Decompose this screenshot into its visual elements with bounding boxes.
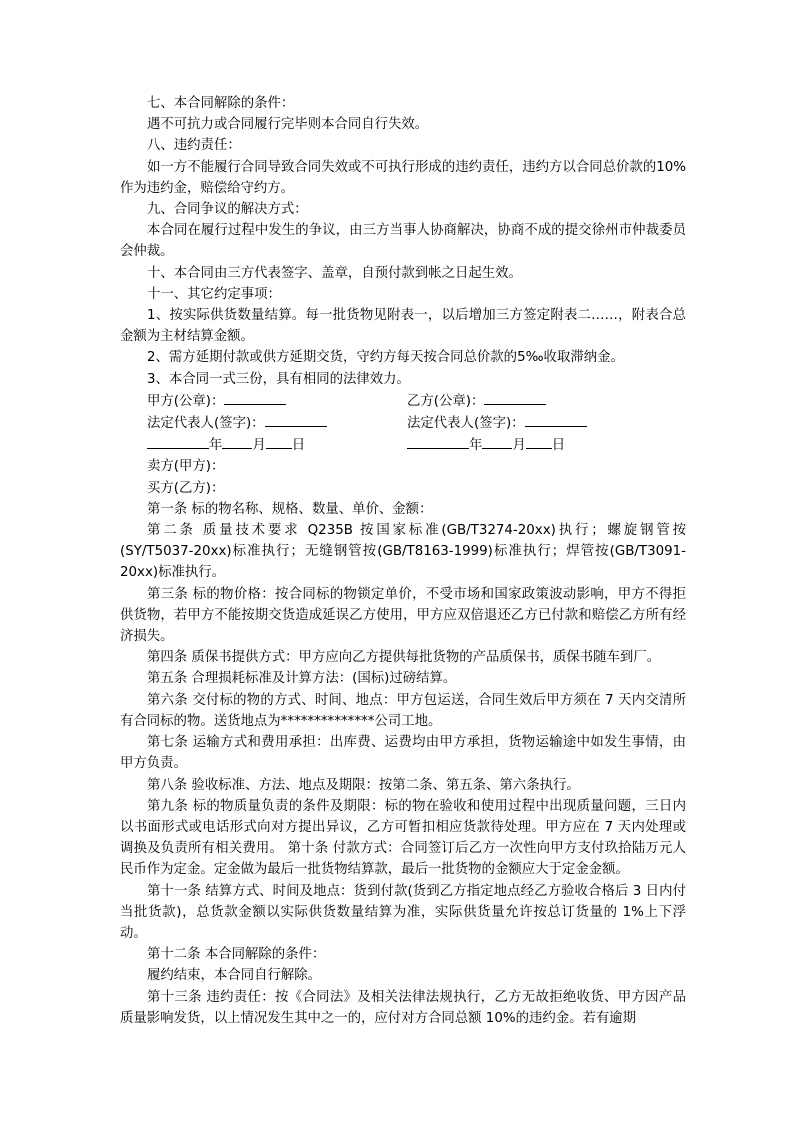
signature-seal-row bbox=[120, 390, 686, 412]
party-a-seal-label: 甲方(公章)： bbox=[147, 393, 225, 409]
legal-rep-a-label: 法定代表人(签字)： bbox=[147, 416, 265, 432]
legal-rep-b-block bbox=[407, 412, 587, 434]
paragraph: 第九条 标的物质量负责的条件及期限：标的物在验收和使用过程中出现质量问题，三日内以书面形式或电话形式向对方提出异议，乙方可暂扣相应货款待处理。甲方应在 7 天内处理或调换及负责所有相关费用。 第十条 付款方式：合同签订后乙方一次性向甲方支付玖拾陆万元人民币作为定金。定金做为最后一批货物结算款，最后一批货物的金额应大于定金金额。 bbox=[120, 798, 686, 878]
paragraph: 遇不可抗力或合同履行完毕则本合同自行失效。 bbox=[147, 117, 429, 133]
paragraph: 1、按实际供货数量结算。每一批货物见附表一，以后增加三方签定附表二……，附表合总金额为主材结算金额。 bbox=[120, 308, 686, 345]
paragraph: 履约结束，本合同自行解除。 bbox=[147, 968, 322, 984]
day-label: 日 bbox=[291, 438, 306, 454]
month-blank bbox=[482, 434, 512, 449]
year-label: 年 bbox=[209, 438, 223, 454]
paragraph: 第十二条 本合同解除的条件： bbox=[147, 947, 326, 963]
month-label: 月 bbox=[512, 438, 526, 454]
paragraph: 第三条 标的物价格：按合同标的物锁定单价，不受市场和国家政策波动影响，甲方不得拒供货物，若甲方不能按期交货造成延误乙方使用，甲方应双倍退还乙方已付款和赔偿乙方所有经济损失。 bbox=[120, 586, 686, 645]
paragraph: 第十一条 结算方式、时间及地点：货到付款(货到乙方指定地点经乙方验收合格后 3 日内付当批货款)，总货款金额以实际供货数量结算为准，实际供货量允许按总订货量的 1%上下浮动。 bbox=[120, 883, 686, 941]
year-label: 年 bbox=[469, 438, 483, 454]
paragraph: 十一、其它约定事项： bbox=[147, 286, 281, 302]
party-b-seal-blank bbox=[484, 390, 546, 405]
paragraph: 3、本合同一式三份，具有相同的法律效力。 bbox=[147, 371, 410, 387]
party-a-seal-block bbox=[147, 390, 407, 412]
paragraph: 十、本合同由三方代表签字、盖章，自预付款到帐之日起生效。 bbox=[147, 265, 522, 281]
contract-body bbox=[120, 93, 686, 1029]
date-b-block bbox=[407, 434, 565, 456]
paragraph: 第七条 运输方式和费用承担：出库费、运费均由甲方承担，货物运输途中如发生事情，由甲方负责。 bbox=[120, 735, 686, 772]
paragraph: 第一条 标的物名称、规格、数量、单价、金额： bbox=[147, 501, 433, 517]
paragraph: 第六条 交付标的物的方式、时间、地点：甲方包运送，合同生效后甲方须在 7 天内交清所有合同标的物。送货地点为**************公司工地。 bbox=[120, 692, 686, 729]
party-a-seal-blank bbox=[224, 390, 286, 405]
legal-rep-b-label: 法定代表人(签字)： bbox=[407, 416, 525, 432]
paragraph: 第二条 质量技术要求 Q235B 按国家标准(GB/T3274-20xx)执行；螺旋钢管按(SY/T5037-20xx)标准执行；无缝钢管按(GB/T8163-1999)标准执行；焊管按(GB/T3091-20xx)标准执行。 bbox=[120, 523, 686, 581]
date-a-block bbox=[147, 434, 407, 456]
signature-date-row bbox=[120, 434, 686, 456]
day-blank bbox=[526, 434, 552, 449]
paragraph: 八、违约责任： bbox=[147, 138, 241, 154]
legal-rep-b-blank bbox=[525, 412, 587, 427]
day-label: 日 bbox=[551, 438, 566, 454]
month-label: 月 bbox=[252, 438, 266, 454]
legal-rep-a-block bbox=[147, 412, 407, 434]
paragraph: 2、需方延期付款或供方延期交货，守约方每天按合同总价款的5‰收取滞纳金。 bbox=[147, 350, 624, 366]
day-blank bbox=[266, 434, 292, 449]
paragraph: 第四条 质保书提供方式：甲方应向乙方提供每批货物的产品质保书，质保书随车到厂。 bbox=[147, 650, 661, 666]
paragraph: 第八条 验收标准、方法、地点及期限：按第二条、第五条、第六条执行。 bbox=[147, 777, 580, 793]
paragraph: 第五条 合理损耗标准及计算方法：(国标)过磅结算。 bbox=[147, 671, 457, 687]
paragraph: 买方(乙方)： bbox=[147, 480, 225, 496]
legal-rep-a-blank bbox=[265, 412, 327, 427]
paragraph: 本合同在履行过程中发生的争议，由三方当事人协商解决，协商不成的提交徐州市仲裁委员会仲裁。 bbox=[120, 223, 686, 260]
party-b-seal-label: 乙方(公章)： bbox=[407, 393, 485, 409]
paragraph: 卖方(甲方)： bbox=[147, 459, 225, 475]
paragraph: 第十三条 违约责任：按《合同法》及相关法律法规执行，乙方无故拒绝收货、甲方因产品质量影响发货，以上情况发生其中之一的，应付对方合同总额 10%的违约金。若有逾期 bbox=[120, 989, 686, 1026]
year-blank bbox=[147, 434, 209, 449]
signature-rep-row bbox=[120, 412, 686, 434]
paragraph: 九、合同争议的解决方式： bbox=[147, 202, 308, 218]
month-blank bbox=[222, 434, 252, 449]
year-blank bbox=[407, 434, 469, 449]
party-b-seal-block bbox=[407, 390, 546, 412]
paragraph: 如一方不能履行合同导致合同失效或不可执行形成的违约责任，违约方以合同总价款的10%作为违约金，赔偿给守约方。 bbox=[120, 159, 686, 196]
paragraph: 七、本合同解除的条件： bbox=[147, 96, 295, 111]
